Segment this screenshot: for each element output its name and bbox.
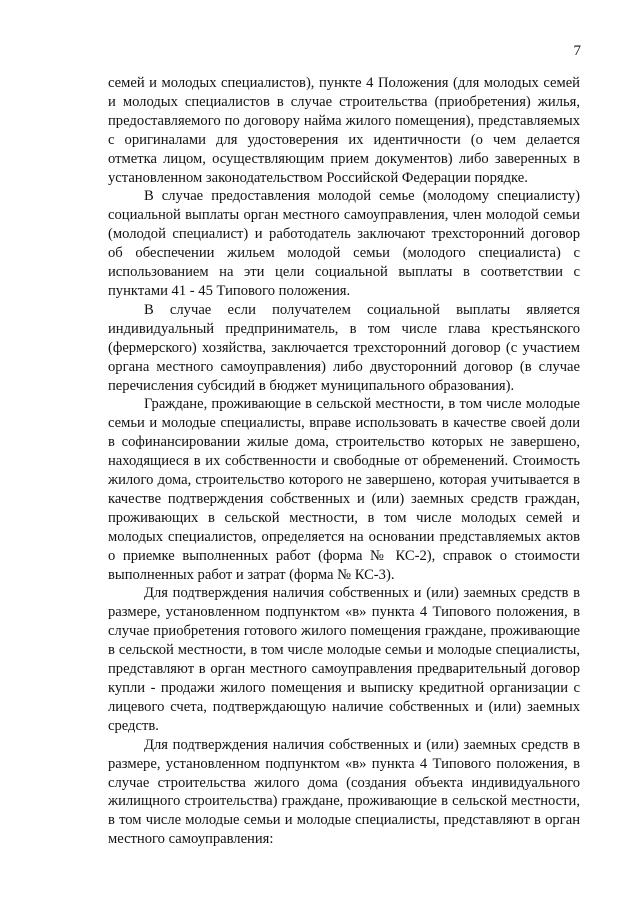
document-body <box>108 74 580 849</box>
paragraph-1: семей и молодых специалистов), пункте 4 Положения (для молодых семей и молодых специалистов в случае строительства (приобретения) жилья, предоставляемого по договору найма жилого помещения), представляемых с оригиналами для удостоверения их идентичности (о чем делается отметка лицом, осуществляющим прием документов) либо заверенных в установленном законодательством Российской Федерации порядке. <box>108 75 580 186</box>
paragraph-4: Граждане, проживающие в сельской местности, в том числе молодые семьи и молодые специалисты, вправе использовать в качестве своей доли в софинансировании жилые дома, строительство которых не завершено, находящиеся в их собственности и свободные от обременений. Стоимость жилого дома, строительство которого не завершено, которая учитывается в качестве подтверждения собственных и (или) заемных средств граждан, проживающих в сельской местности, в том числе молодых семей и молодых специалистов, определяется на основании представляемых актов о приемке выполненных работ (форма № КС-2), справок о стоимости выполненных работ и затрат (форма № КС-3). <box>108 396 580 583</box>
page-number: 7 <box>573 43 581 59</box>
paragraph-6: Для подтверждения наличия собственных и (или) заемных средств в размере, установленном подпунктом «в» пункта 4 Типового положения, в случае строительства жилого дома (создания объекта индивидуального жилищного строительства) граждане, проживающие в сельской местности, в том числе молодые семьи и молодые специалисты, представляют в орган местного самоуправления: <box>108 736 580 848</box>
paragraph-5: Для подтверждения наличия собственных и (или) заемных средств в размере, установленном подпунктом «в» пункта 4 Типового положения, в случае приобретения готового жилого помещения граждане, проживающие в сельской местности, в том числе молодые семьи и молодые специалисты, представляют в орган местного самоуправления предварительный договор купли - продажи жилого помещения и выписку кредитной организации с лицевого счета, подтверждающую наличие собственных и (или) заемных средств. <box>108 585 580 734</box>
paragraph-3: В случае если получателем социальной выплаты является индивидуальный предприниматель, в том числе глава крестьянского (фермерского) хозяйства, заключается трехсторонний договор (с участием органа местного самоуправления) либо двусторонний договор (в случае перечисления субсидий в бюджет муниципального образования). <box>108 301 580 394</box>
paragraph-2: В случае предоставления молодой семье (молодому специалисту) социальной выплаты орган местного самоуправления, член молодой семьи (молодой специалист) и работодатель заключают трехсторонний договор об обеспечении жильем молодой семьи (молодого специалиста) с использованием на эти цели социальной выплаты в соответствии с пунктами 41 - 45 Типового положения. <box>108 188 580 299</box>
